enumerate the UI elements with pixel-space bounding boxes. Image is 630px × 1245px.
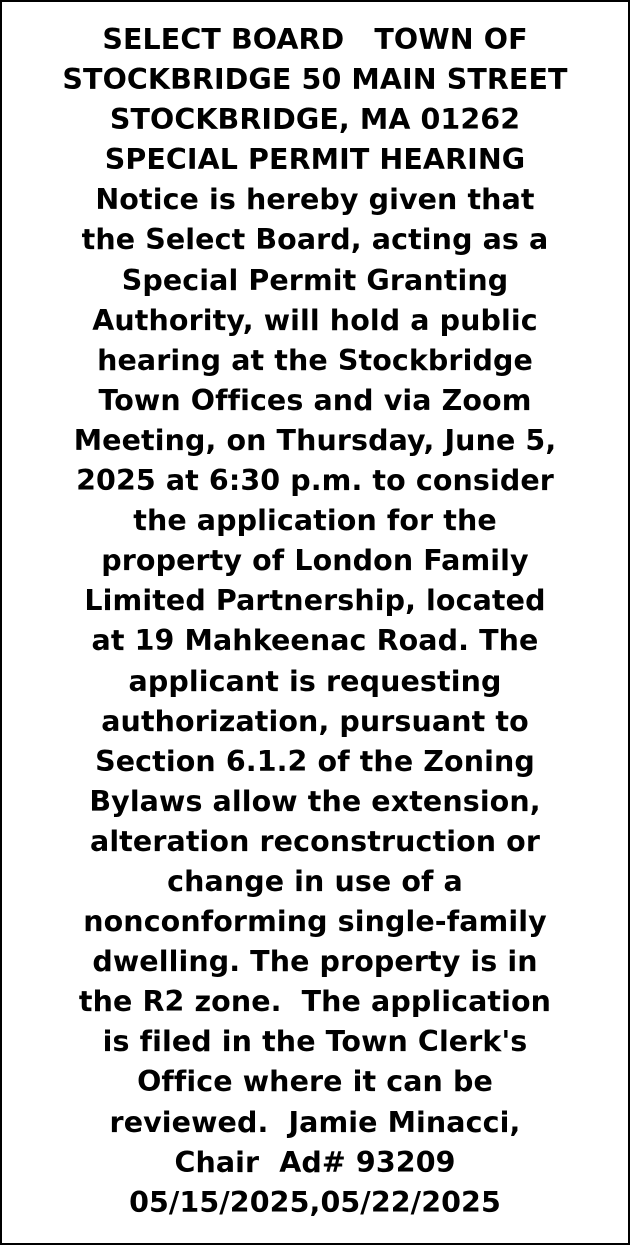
body-line: Limited Partnership, located: [84, 584, 546, 618]
body-line: property of London Family: [101, 544, 529, 578]
body-line: Town Offices and via Zoom: [98, 383, 532, 417]
body-line: hearing at the Stockbridge: [97, 343, 533, 377]
header-line-address: STOCKBRIDGE 50 MAIN STREET: [62, 63, 568, 97]
body-line: change in use of a: [167, 864, 463, 898]
header-line-hearing-title: SPECIAL PERMIT HEARING: [104, 143, 526, 177]
body-line: the application for the: [133, 504, 497, 538]
body-line-ad-number: Chair Ad# 93209: [174, 1145, 456, 1179]
body-line: Bylaws allow the extension,: [89, 784, 541, 818]
body-line: is filed in the Town Clerk's: [102, 1025, 528, 1059]
body-line: Special Permit Granting: [121, 263, 509, 297]
body-line: at 19 Mahkeenac Road. The: [91, 624, 539, 658]
body-line: dwelling. The property is in: [92, 945, 538, 979]
body-line: Notice is hereby given that: [95, 183, 535, 217]
body-line: applicant is requesting: [128, 664, 502, 698]
body-line: 2025 at 6:30 p.m. to consider: [76, 464, 554, 498]
body-line-run-dates: 05/15/2025,05/22/2025: [129, 1185, 501, 1219]
body-line: authorization, pursuant to: [101, 704, 529, 738]
body-line: Authority, will hold a public: [92, 303, 538, 337]
body-line: the R2 zone. The application: [78, 985, 552, 1019]
body-line: Office where it can be: [137, 1065, 493, 1099]
body-line-signature: reviewed. Jamie Minacci,: [109, 1105, 521, 1139]
header-line-board-town: SELECT BOARD TOWN OF: [102, 23, 528, 56]
header-line-city-state: STOCKBRIDGE, MA 01262: [109, 103, 521, 137]
body-line: Meeting, on Thursday, June 5,: [73, 423, 557, 457]
notice-text: [32, 20, 598, 1223]
body-line: alteration reconstruction or: [89, 824, 541, 858]
body-line: nonconforming single-family: [83, 905, 547, 939]
body-line: Section 6.1.2 of the Zoning: [95, 744, 535, 778]
body-line: the Select Board, acting as a: [81, 223, 549, 257]
